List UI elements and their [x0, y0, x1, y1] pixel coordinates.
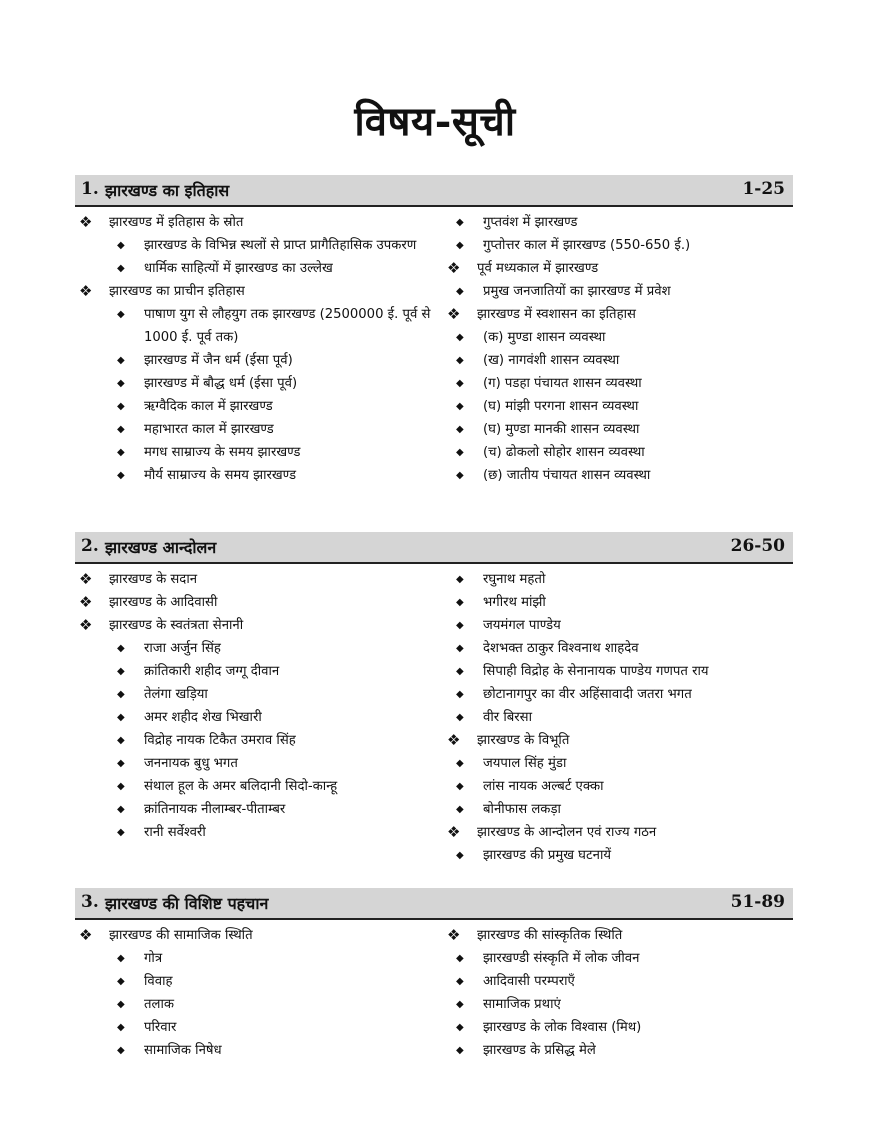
toc-item-label: रानी सर्वेश्वरी: [144, 825, 206, 840]
toc-item-label: तेलंगा खड़िया: [144, 687, 208, 702]
diamond-ornament-icon: ❖: [79, 593, 93, 611]
diamond-bullet-icon: ◆: [456, 689, 464, 700]
toc-item-label: झारखण्ड की सामाजिक स्थिति: [109, 928, 253, 943]
toc-item-label: क्रांतिकारी शहीद जग्गू दीवान: [144, 664, 280, 679]
toc-subtopic: [445, 418, 795, 441]
toc-item-label: विद्रोह नायक टिकैत उमराव सिंह: [144, 733, 296, 748]
toc-item-label: झारखण्ड के लोक विश्वास (मिथ): [483, 1020, 642, 1035]
section-header: [75, 888, 793, 920]
toc-subtopic: [77, 798, 437, 821]
toc-subtopic: [445, 591, 795, 614]
diamond-bullet-icon: ◆: [456, 1045, 464, 1056]
toc-subtopic: [445, 614, 795, 637]
diamond-bullet-icon: ◆: [117, 378, 125, 389]
toc-item-label: परिवार: [144, 1020, 177, 1035]
toc-subtopic: [445, 568, 795, 591]
diamond-bullet-icon: ◆: [117, 781, 125, 792]
toc-topic: [445, 924, 795, 947]
diamond-bullet-icon: ◆: [117, 712, 125, 723]
toc-item-label: क्रांतिनायक नीलाम्बर-पीताम्बर: [144, 802, 286, 817]
diamond-ornament-icon: ❖: [447, 926, 461, 944]
diamond-bullet-icon: ◆: [117, 1045, 125, 1056]
section-columns: [75, 211, 793, 511]
toc-item-label: मौर्य साम्राज्य के समय झारखण्ड: [144, 468, 297, 483]
section-header: [75, 532, 793, 564]
toc-item-label: झारखण्ड के स्वतंत्रता सेनानी: [109, 618, 244, 633]
section-number: 3.: [81, 892, 99, 912]
toc-item-label: झारखण्ड में इतिहास के स्रोत: [109, 215, 244, 230]
diamond-bullet-icon: ◆: [456, 620, 464, 631]
toc-subtopic: [445, 280, 795, 303]
toc-item-label: आदिवासी परम्पराएँ: [483, 974, 575, 989]
diamond-bullet-icon: ◆: [117, 758, 125, 769]
toc-subtopic: [77, 993, 437, 1016]
toc-item-label: बोनीफास लकड़ा: [483, 802, 561, 817]
toc-item-label: जननायक बुधु भगत: [144, 756, 238, 771]
diamond-bullet-icon: ◆: [117, 666, 125, 677]
toc-item-label: झारखण्ड में स्वशासन का इतिहास: [477, 307, 636, 322]
toc-item-label: गोत्र: [144, 951, 163, 966]
toc-subtopic: [77, 1039, 437, 1062]
toc-item-label: देशभक्त ठाकुर विश्वनाथ शाहदेव: [483, 641, 639, 656]
diamond-bullet-icon: ◆: [456, 712, 464, 723]
toc-item-label: जयमंगल पाण्डेय: [483, 618, 561, 633]
left-column: [77, 211, 437, 487]
toc-subtopic: [445, 441, 795, 464]
section-page-range: 51-89: [730, 892, 785, 912]
toc-topic: [445, 729, 795, 752]
diamond-ornament-icon: ❖: [447, 823, 461, 841]
toc-item-label: मगध साम्राज्य के समय झारखण्ड: [144, 445, 301, 460]
toc-item-label: झारखण्ड का प्राचीन इतिहास: [109, 284, 245, 299]
toc-subtopic: [77, 683, 437, 706]
toc-subtopic: [445, 706, 795, 729]
toc-item-label: अमर शहीद शेख भिखारी: [144, 710, 262, 725]
toc-item-label: झारखण्ड के सदान: [109, 572, 198, 587]
section-number: 1.: [81, 179, 99, 199]
diamond-bullet-icon: ◆: [117, 999, 125, 1010]
toc-item-label: प्रमुख जनजातियों का झारखण्ड में प्रवेश: [483, 284, 671, 299]
toc-item-label: (च) ढोकलो सोहोर शासन व्यवस्था: [483, 445, 645, 460]
diamond-bullet-icon: ◆: [456, 953, 464, 964]
toc-subtopic: [77, 752, 437, 775]
diamond-bullet-icon: ◆: [117, 263, 125, 274]
diamond-bullet-icon: ◆: [456, 666, 464, 677]
toc-item-label: (ख) नागवंशी शासन व्यवस्था: [483, 353, 620, 368]
toc-subtopic: [77, 418, 437, 441]
toc-item-label: छोटानागपुर का वीर अहिंसावादी जतरा भगत: [483, 687, 692, 702]
diamond-bullet-icon: ◆: [117, 1022, 125, 1033]
toc-topic: [445, 821, 795, 844]
diamond-bullet-icon: ◆: [456, 217, 464, 228]
toc-subtopic: [445, 660, 795, 683]
left-column: [77, 568, 437, 844]
diamond-ornament-icon: ❖: [79, 616, 93, 634]
toc-item-label: (छ) जातीय पंचायत शासन व्यवस्था: [483, 468, 651, 483]
section-title: झारखण्ड का इतिहास: [105, 181, 230, 200]
toc-item-label: (ग) पडहा पंचायत शासन व्यवस्था: [483, 376, 642, 391]
toc-item-label: पाषाण युग से लौहयुग तक झारखण्ड (2500000 ई. पूर्व से 1000 ई. पूर्व तक): [144, 307, 431, 345]
right-column: [445, 924, 795, 1062]
diamond-bullet-icon: ◆: [117, 804, 125, 815]
toc-subtopic: [445, 211, 795, 234]
diamond-bullet-icon: ◆: [456, 758, 464, 769]
toc-item-label: लांस नायक अल्बर्ट एक्का: [483, 779, 604, 794]
toc-item-label: जयपाल सिंह मुंडा: [483, 756, 567, 771]
diamond-ornament-icon: ❖: [79, 213, 93, 231]
toc-subtopic: [445, 752, 795, 775]
toc-item-label: झारखण्ड के आदिवासी: [109, 595, 218, 610]
toc-subtopic: [445, 1039, 795, 1062]
diamond-bullet-icon: ◆: [456, 401, 464, 412]
section-page-range: 26-50: [730, 536, 785, 556]
diamond-bullet-icon: ◆: [117, 976, 125, 987]
page-title: विषय-सूची: [354, 98, 516, 145]
diamond-bullet-icon: ◆: [456, 597, 464, 608]
diamond-bullet-icon: ◆: [117, 689, 125, 700]
toc-item-label: राजा अर्जुन सिंह: [144, 641, 221, 656]
diamond-bullet-icon: ◆: [117, 735, 125, 746]
toc-topic: [77, 280, 437, 303]
toc-subtopic: [445, 372, 795, 395]
toc-subtopic: [445, 970, 795, 993]
section-title: झारखण्ड आन्दोलन: [105, 538, 217, 557]
right-column: [445, 211, 795, 487]
toc-subtopic: [77, 464, 437, 487]
diamond-bullet-icon: ◆: [456, 781, 464, 792]
left-column: [77, 924, 437, 1062]
toc-item-label: सामाजिक प्रथाएं: [483, 997, 561, 1012]
toc-subtopic: [77, 660, 437, 683]
toc-subtopic: [77, 303, 437, 349]
toc-item-label: धार्मिक साहित्यों में झारखण्ड का उल्लेख: [144, 261, 333, 276]
toc-subtopic: [445, 775, 795, 798]
toc-item-label: सामाजिक निषेध: [144, 1043, 222, 1058]
section-columns: [75, 924, 793, 1074]
diamond-bullet-icon: ◆: [456, 378, 464, 389]
toc-item-label: झारखण्ड में जैन धर्म (ईसा पूर्व): [144, 353, 293, 368]
toc-subtopic: [77, 970, 437, 993]
toc-subtopic: [77, 729, 437, 752]
toc-subtopic: [445, 326, 795, 349]
diamond-bullet-icon: ◆: [117, 470, 125, 481]
toc-subtopic: [445, 464, 795, 487]
toc-item-label: (घ) मांझी परगना शासन व्यवस्था: [483, 399, 639, 414]
diamond-bullet-icon: ◆: [117, 827, 125, 838]
diamond-bullet-icon: ◆: [456, 470, 464, 481]
toc-subtopic: [445, 683, 795, 706]
toc-topic: [77, 614, 437, 637]
section-3: [75, 888, 793, 1074]
section-header: [75, 175, 793, 207]
toc-item-label: (घ) मुण्डा मानकी शासन व्यवस्था: [483, 422, 640, 437]
toc-topic: [77, 211, 437, 234]
toc-subtopic: [445, 637, 795, 660]
diamond-bullet-icon: ◆: [117, 643, 125, 654]
diamond-bullet-icon: ◆: [117, 401, 125, 412]
toc-subtopic: [445, 844, 795, 867]
section-2: [75, 532, 793, 878]
diamond-bullet-icon: ◆: [456, 355, 464, 366]
toc-subtopic: [77, 637, 437, 660]
toc-subtopic: [77, 1016, 437, 1039]
toc-item-label: झारखण्डी संस्कृति में लोक जीवन: [483, 951, 640, 966]
toc-item-label: संथाल हूल के अमर बलिदानी सिदो-कान्हू: [144, 779, 338, 794]
toc-subtopic: [77, 441, 437, 464]
toc-topic: [77, 924, 437, 947]
diamond-bullet-icon: ◆: [456, 574, 464, 585]
diamond-bullet-icon: ◆: [456, 286, 464, 297]
toc-subtopic: [77, 706, 437, 729]
toc-subtopic: [445, 798, 795, 821]
diamond-ornament-icon: ❖: [447, 259, 461, 277]
toc-item-label: गुप्तवंश में झारखण्ड: [483, 215, 578, 230]
toc-subtopic: [77, 257, 437, 280]
toc-item-label: झारखण्ड की प्रमुख घटनायें: [483, 848, 612, 863]
section-1: [75, 175, 793, 511]
toc-item-label: झारखण्ड के विभिन्न स्थलों से प्राप्त प्रागैतिहासिक उपकरण: [144, 238, 417, 253]
toc-topic: [445, 303, 795, 326]
toc-item-label: पूर्व मध्यकाल में झारखण्ड: [477, 261, 599, 276]
toc-item-label: झारखण्ड में बौद्ध धर्म (ईसा पूर्व): [144, 376, 298, 391]
diamond-ornament-icon: ❖: [447, 305, 461, 323]
toc-item-label: तलाक: [144, 997, 175, 1012]
toc-subtopic: [77, 349, 437, 372]
right-column: [445, 568, 795, 867]
toc-topic: [445, 257, 795, 280]
toc-subtopic: [77, 821, 437, 844]
diamond-bullet-icon: ◆: [117, 240, 125, 251]
toc-item-label: गुप्तोत्तर काल में झारखण्ड (550-650 ई.): [483, 238, 691, 253]
section-number: 2.: [81, 536, 99, 556]
toc-subtopic: [445, 395, 795, 418]
diamond-bullet-icon: ◆: [117, 355, 125, 366]
toc-subtopic: [77, 234, 437, 257]
diamond-bullet-icon: ◆: [456, 424, 464, 435]
diamond-bullet-icon: ◆: [117, 953, 125, 964]
toc-subtopic: [445, 947, 795, 970]
diamond-ornament-icon: ❖: [447, 731, 461, 749]
diamond-bullet-icon: ◆: [456, 240, 464, 251]
toc-subtopic: [77, 395, 437, 418]
toc-topic: [77, 568, 437, 591]
toc-subtopic: [77, 947, 437, 970]
toc-subtopic: [77, 372, 437, 395]
toc-item-label: ऋग्वैदिक काल में झारखण्ड: [144, 399, 273, 414]
section-columns: [75, 568, 793, 878]
toc-item-label: सिपाही विद्रोह के सेनानायक पाण्डेय गणपत राय: [483, 664, 709, 679]
diamond-ornament-icon: ❖: [79, 282, 93, 300]
section-title: झारखण्ड की विशिष्ट पहचान: [105, 894, 269, 913]
toc-item-label: वीर बिरसा: [483, 710, 533, 725]
diamond-bullet-icon: ◆: [117, 447, 125, 458]
toc-item-label: भगीरथ मांझी: [483, 595, 546, 610]
toc-item-label: झारखण्ड की सांस्कृतिक स्थिति: [477, 928, 623, 943]
diamond-bullet-icon: ◆: [456, 332, 464, 343]
diamond-ornament-icon: ❖: [79, 570, 93, 588]
toc-item-label: महाभारत काल में झारखण्ड: [144, 422, 274, 437]
toc-subtopic: [445, 349, 795, 372]
diamond-bullet-icon: ◆: [456, 850, 464, 861]
diamond-bullet-icon: ◆: [456, 643, 464, 654]
toc-subtopic: [445, 993, 795, 1016]
diamond-bullet-icon: ◆: [117, 424, 125, 435]
toc-topic: [77, 591, 437, 614]
toc-item-label: झारखण्ड के प्रसिद्ध मेले: [483, 1043, 596, 1058]
diamond-bullet-icon: ◆: [456, 999, 464, 1010]
toc-subtopic: [445, 234, 795, 257]
toc-item-label: झारखण्ड के आन्दोलन एवं राज्य गठन: [477, 825, 657, 840]
toc-item-label: विवाह: [144, 974, 173, 989]
toc-item-label: (क) मुण्डा शासन व्यवस्था: [483, 330, 606, 345]
diamond-bullet-icon: ◆: [456, 804, 464, 815]
toc-item-label: झारखण्ड के विभूति: [477, 733, 570, 748]
diamond-ornament-icon: ❖: [79, 926, 93, 944]
section-page-range: 1-25: [742, 179, 785, 199]
diamond-bullet-icon: ◆: [117, 309, 125, 320]
toc-subtopic: [445, 1016, 795, 1039]
toc-item-label: रघुनाथ महतो: [483, 572, 546, 587]
diamond-bullet-icon: ◆: [456, 976, 464, 987]
toc-subtopic: [77, 775, 437, 798]
diamond-bullet-icon: ◆: [456, 1022, 464, 1033]
diamond-bullet-icon: ◆: [456, 447, 464, 458]
